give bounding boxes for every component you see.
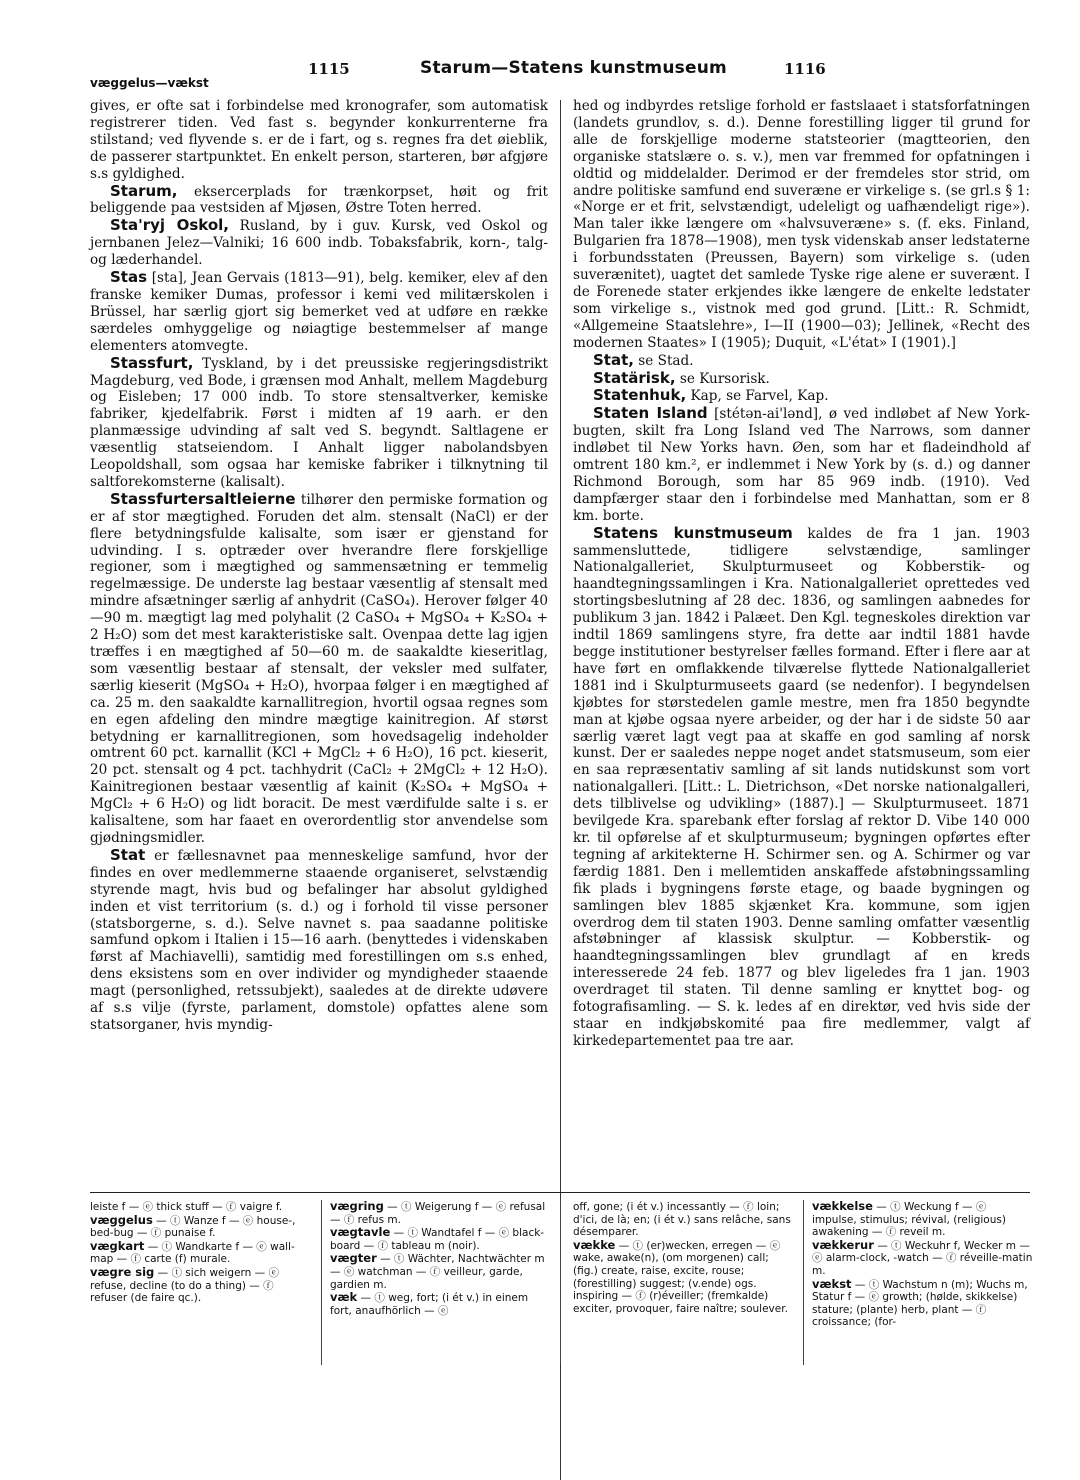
entry-staten-island: [573, 405, 1030, 524]
footnote-headword: væggelus: [90, 1212, 153, 1227]
footnote-headword: vægring: [330, 1199, 384, 1213]
headword: Statärisk,: [593, 368, 676, 387]
entry-stassfurtersaltleierne: [90, 491, 548, 847]
footnote-entry: [90, 1240, 312, 1266]
headword: Starum,: [110, 181, 178, 200]
entry-continuation: [90, 98, 548, 183]
headword: Staten Island: [593, 404, 708, 423]
right-column: [573, 98, 1030, 1050]
entry-text: se Kursorisk.: [679, 370, 770, 387]
footnote-text: — ⓣ Wachstum n (m); Wuchs m, Statur f — ⓔ growth; (hølde, skikkelse) stature; (plante) herb, plant — ⓕ croissance; (for-: [812, 1278, 1028, 1329]
footnote-text: — ⓣ Wandtafel f — ⓔ black-board — ⓕ tableau m (noir).: [330, 1227, 545, 1252]
entry-text: gives, er ofte sat i forbindelse med kronografer, som automatisk registrerer tiden. Ved fast s. begynder konkurrenterne fra stilstand; ved flyvende s. er de i fart, og s. regnes fra det øieblik, de passerer startpunktet. En enkelt person, starteren, bør afgjøre s.s gyldighed.: [90, 98, 548, 182]
entry-text: er fællesnavnet paa menneskelige samfund, hvor der findes en over medlemmerne staaende organiseret, selvstændig styrende magt, hvis bud og befalinger har absolut gyldighed inden et vist territorium (s. d.) og i forhold til visse personer (statsborgerne, s. d.). Selve navnet s. paa saadanne politiske samfund opkom i Italien i 15—16 aarh. (benyttedes i videnskaben først af Machiavelli), samtidig med forestillingen om s.s enhed, dens eksistens som en over individer og myndigheder staaende magt (personlighed, retssubjekt), saaledes at de direkte udøvere af s.s vilje (fyrste, parlament, domstole) opfattes alene som statsorganer, hvis myndig-: [90, 847, 548, 1033]
entry-starum: [90, 183, 548, 218]
footnote-entry: [90, 1266, 312, 1305]
footnote-entry: [330, 1226, 552, 1252]
footnote-entry: [330, 1200, 552, 1226]
footnote-text: leiste f — ⓔ thick stuff — ⓕ vaigre f.: [90, 1201, 283, 1213]
footnote-headword: vægter: [330, 1251, 377, 1266]
footnote-entry: [90, 1214, 312, 1240]
page-number-left: 1115: [308, 60, 350, 78]
footnote-entry: [812, 1278, 1034, 1329]
left-column: [90, 98, 548, 1034]
entry-text: se Stad.: [638, 352, 694, 369]
footnote-headword: vægtavle: [330, 1225, 391, 1240]
footnote-divider: [560, 1200, 561, 1365]
footnote-entry: [330, 1252, 552, 1291]
footnote-entry: [573, 1239, 795, 1316]
footnote-headword: væk: [330, 1290, 358, 1305]
headword: Sta'ryj Oskol,: [110, 216, 229, 235]
footnote-text: — ⓣ Wandkarte f — ⓔ wall-map — ⓕ carte (f) murale.: [90, 1240, 295, 1266]
footnote-text: — ⓣ Weckuhr f, Wecker m — ⓔ alarm-clock, -watch — ⓕ réveille-matin m.: [812, 1239, 1033, 1277]
headword: Stassfurt,: [110, 353, 194, 372]
entry-stassfurt: [90, 355, 548, 491]
footnote-text: — ⓣ Weigerung f — ⓔ refusal — ⓕ refus m.: [330, 1201, 546, 1226]
footnote-rule: [90, 1192, 1030, 1193]
footnote-entry: [812, 1239, 1034, 1278]
entry-text: tilhører den permiske formation og er af stor mægtighed. Foruden det alm. stensalt (NaCl) er der flere betydningsfulde kalisalte, som især er gjenstand for udvinding. I s. optræder over hverandre flere forskjellige regioner, som i mægtighed og sammensætning er temmelig regelmæssige. De underste lag bestaar væsentlig af stensalt med mindre afsætninger særlig af anhydrit (CaSO₄). Herover følger 40—90 m. mægtigt lag med polyhalit (2 CaSO₄ + MgSO₄ + K₂SO₄ + 2 H₂O) som det mest karakteristiske salt. Ovenpaa dette lag igjen træffes i en mægtighed af 50—60 m. de saakaldte kieseritlag, som væsentlig bestaar af stensalt, der veksler med sulfater, særlig kieserit (MgSO₄ + H₂O), hvorpaa følger i en mægtighed af ca. 25 m. den saakaldte karnallitregion, hvortil ogsaa regnes som en egen afdeling den mindre mægtige kainitregion. Af størst betydning er karnallitregionen, som hovedsagelig indeholder omtrent 60 pct. karnallit (KCl + MgCl₂ + 6 H₂O), 16 pct. kieserit, 20 pct. stensalt og 4 pct. tachhydrit (CaCl₂ + 2MgCl₂ + 12 H₂O). Kainitregionen bestaar væsentlig af kainit (K₂SO₄ + MgSO₄ + MgCl₂ + 6 H₂O) og lidt boracit. De mest værdifulde salte i s. er kalisaltene, som har faaet en overordentlig stor anvendelse som gjødningsmidler.: [90, 491, 548, 846]
footnote-headword: vægkart: [90, 1238, 145, 1253]
entry-text: hed og indbyrdes retslige forhold er fastslaaet i statsforfatningen (landets grundlov, s. d.). Denne forestilling ligger til grund for alle de forskjellige moderne statsteorier (magtteorien, den organiske statslære o. s. v.), men var fremmed for opfatningen i oldtid og middelalder. Derimod er der fremdeles stor strid, om andre politiske samfund end suveræne er virkelige s. (se grl.s § 1: «Norge er et frit, selvstændigt, udeleligt og uafhændeligt rige»). Man taler ikke længere om «halvsuveræne» s. (f. eks. Finland, Bulgarien fra 1878—1908), men tysk videnskab anser ledstaterne i forbundsstaten (Preussen, Bayern) som virkelige s. (uden suverænitet), uagtet det samlede Tyske rige alene er suverænt. I de Forenede stater erkjendes ikke længere de enkelte ledstater som virkelige s., vistnok med god grund. [Litt.: R. Schmidt, «Allgemeine Staatslehre», I—II (1900—03); Jellinek, «Recht des modernen Staates» I (1905); Duquit, «L'état» I (1901).]: [573, 98, 1030, 351]
footnote-divider: [803, 1200, 804, 1365]
footnote-column-1: [90, 1200, 312, 1305]
headword: Stat: [110, 845, 146, 864]
entry-text: kaldes de fra 1 jan. 1903 sammensluttede, tidligere selvstændige, samlinger Nationalgalleriet, Skulpturmuseet og Kobberstik- og haandtegningssamlingen i Kra. Nationalgalleriet oprettedes ved stortingsbeslutning af 28 dec. 1836, og samlingen aabnedes for publikum 3 jan. 1842 i Palæet. Den Kgl. tegneskoles direktion var indtil 1869 samlingens styre, fra dette aar indtil 1881 havde begge institutioner bestyrelser fælles formand. Efter i flere aar at have ført en omflakkende tilværelse flyttede Nationalgalleriet 1881 ind i Skulpturmuseets gaard (se nedenfor). I begyndelsen kjøbtes for størstedelen gamle mestre, men fra 1850 begyndte man at kjøbe ogsaa nyere arbeider, og der har i de sidste 50 aar særlig været lagt vegt paa at skaffe en god samling af norsk kunst. Der er saaledes neppe noget andet statsmuseum, som eier en saa repræsentativ samling af sit lands nutidskunst som vort nationalgalleri. [Litt.: L. Dietrichson, «Det norske nationalgalleri, dets tilblivelse og udvikling» (1887).] — Skulpturmuseet. 1871 bevilgede Kra. sparebank efter forslag af rektor D. Vibe 140 000 kr. til opførelse af et skulpturmuseum; bygningen opførtes efter tegning af arkitekterne H. Schirmer sen. og A. Schirmer og var færdig 1881. Den i mellemtiden anskaffede afstøbningssamling fik plads i bygningens første etage, og baade bygningen og samlingen blev 1885 skjænket Kra. kommune, som igjen overdrog dem til staten 1903. Denne samling omfatter væsentlig afstøbninger af klassisk skulptur. — Kobberstik- og haandtegningssamlingen blev grundlagt af en kreds interesserede 24 feb. 1877 og blev ligeledes fra 1 jan. 1903 overdraget til staten. Til denne samling er knyttet bog- og fotografisamling. — S. k. ledes af en direktør, ved hvis side der staar en indkjøbskomité paa fire medlemmer, valgt af kirkedepartementet paa tre aar.: [573, 525, 1030, 1049]
footnote-text: — ⓣ Wächter, Nachtwächter m — ⓔ watchman — ⓕ veilleur, garde, gardien m.: [330, 1253, 545, 1291]
footnote-entry: [330, 1291, 552, 1317]
entry-text: [sta], Jean Gervais (1813—91), belg. kemiker, elev af den franske kemiker Dumas, professor i kemi ved militærskolen i Brüssel, har særlig gjort sig bemerket ved at udføre en række særdeles omhyggelige og nøiagtige bestemmelser af mange elementers atomvegte.: [90, 270, 548, 354]
footnote-headword: vækkerur: [812, 1237, 874, 1252]
entry-text: Kap, se Farvel, Kap.: [690, 388, 829, 405]
entry-staryj-oskol: [90, 217, 548, 269]
entry-continuation: [573, 98, 1030, 352]
footnote-text: — ⓣ sich weigern — ⓔ refuse, decline (to do a thing) — ⓕ refuser (de faire qc.).: [90, 1266, 280, 1305]
page-title: Starum—Statens kunstmuseum: [420, 58, 727, 78]
footnote-entry: [90, 1200, 312, 1214]
headword: Stat,: [593, 350, 634, 369]
entry-statens-kunstmuseum: [573, 525, 1030, 1050]
footnote-column-4: [812, 1200, 1034, 1329]
page-number-right: 1116: [784, 60, 826, 78]
footnote-headword: vægre sig: [90, 1264, 155, 1279]
guide-words: væggelus—vækst: [90, 76, 209, 90]
headword: Statens kunstmuseum: [593, 523, 793, 542]
footnote-column-3: [573, 1200, 795, 1315]
footnote-headword: vækkelse: [812, 1199, 873, 1213]
footnote-divider: [321, 1200, 322, 1365]
footnote-text: — ⓣ Wanze f — ⓔ house-, bed-bug — ⓕ punaise f.: [90, 1214, 296, 1240]
running-header: [0, 58, 1080, 90]
headword: Stas: [110, 268, 148, 287]
footnote-entry: [573, 1200, 795, 1239]
entry-text: eksercerplads for trænkorpset, høit og frit beliggende paa vestsiden af Mjøsen, Østre Toten herred.: [90, 183, 548, 217]
entry-text: Rusland, by i guv. Kursk, ved Oskol og jernbanen Jelez—Valniki; 16 600 indb. Tobaksfabrik, korn-, talg- og læderhandel.: [90, 218, 549, 269]
footnote-column-2: [330, 1200, 552, 1317]
footnote-headword: vækst: [812, 1276, 852, 1291]
entry-stas: [90, 269, 548, 355]
footnote-text: — ⓣ weg, fort; (i ét v.) in einem fort, anaufhörlich — ⓔ: [330, 1292, 529, 1317]
entry-statarisk: [573, 370, 1030, 388]
headword: Statenhuk,: [593, 386, 687, 405]
footnote-text: — ⓣ (er)wecken, erregen — ⓔ wake, awake(n), (om morgenen) call; (fig.) create, raise, excite, rouse; (forestilling) suggest; (v.ende) ogs. inspiring — ⓕ (r)éveiller; (fremkalde) exciter, provoquer, faire naître; soulever.: [573, 1239, 788, 1315]
entry-text: [stétən-ai'lənd], ø ved indløbet af New York-bugten, skilt fra Long Island ved The Narrows, som danner indløbet til New Yorks havn. Øen, som har et fladeindhold af omtrent 180 km.², er indlemmet i New York by (s. d.) og danner Richmond Borough, som har 85 969 indb. (1910). Ved dampfærger staar den i forbindelse med Manhattan, som er 8 km. borte.: [573, 406, 1030, 524]
footnote-text: off, gone; (i ét v.) incessantly — ⓕ loin; d'ici, de là; en; (i ét v.) sans relâche, sans désemparer.: [573, 1201, 791, 1239]
footnote-headword: vække: [573, 1237, 616, 1252]
entry-stat: [90, 847, 548, 1034]
entry-statenhuk: [573, 387, 1030, 405]
footnote-text: — ⓣ Weckung f — ⓔ impulse, stimulus; révival, (religious) awakening — ⓕ reveil m.: [812, 1201, 1006, 1239]
footnote-entry: [812, 1200, 1034, 1239]
headword: Stassfurtersaltleierne: [110, 489, 296, 508]
entry-stat-stad: [573, 352, 1030, 370]
entry-text: Tyskland, by i det preussiske regjeringsdistrikt Magdeburg, ved Bode, i grænsen mod Anhalt, mellem Magdeburg og Eisleben; 17 000 indb. To store stensaltverker, kemiske fabriker, kjedelfabrik. Først i midten af 19 aarh. er den planmæssige udvinding af salt ved S. begyndt. Saltlagene er væsentlig statseiendom. I Anhalt ligger nabolandsbyen Leopoldshall, som ogsaa har kemiske fabriker i tilknytning til saltforekomsterne (kalisalt).: [90, 355, 548, 490]
